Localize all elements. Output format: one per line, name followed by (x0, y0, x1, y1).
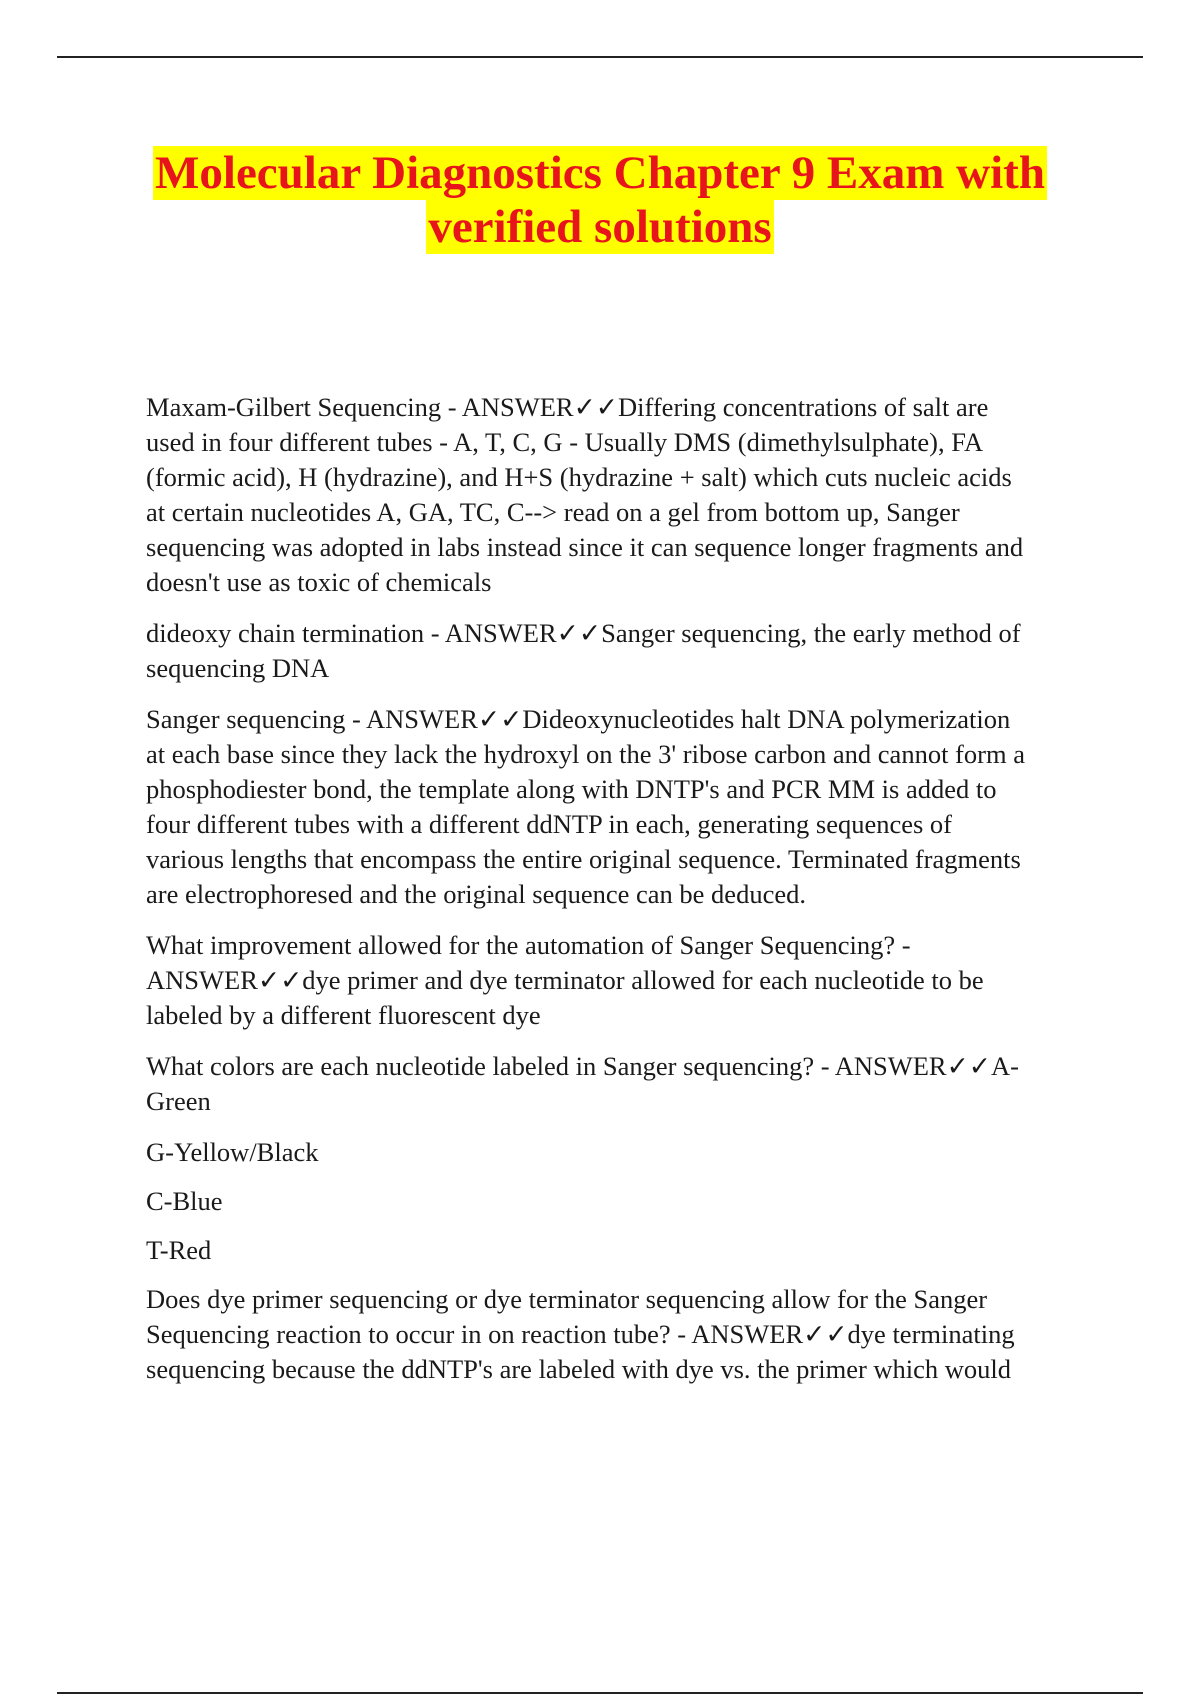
bottom-rule (57, 1692, 1143, 1694)
text-line: at each base since they lack the hydroxyl on the 3' ribose carbon and cannot form a (146, 739, 1025, 769)
text-line: C-Blue (146, 1186, 223, 1216)
text-line: Green (146, 1086, 211, 1116)
text-line: sequencing was adopted in labs instead since it can sequence longer fragments and (146, 532, 1024, 562)
text-line: sequencing because the ddNTP's are labeled with dye vs. the primer which would (146, 1354, 1012, 1384)
title-line-2: verified solutions (428, 201, 772, 253)
title-line-1: Molecular Diagnostics Chapter 9 Exam with (155, 147, 1045, 199)
text-line: are electrophoresed and the original sequence can be deduced. (146, 879, 806, 909)
qa-entry-colors (146, 1049, 1086, 1119)
text-line: doesn't use as toxic of chemicals (146, 567, 492, 597)
text-line: used in four different tubes - A, T, C, G - Usually DMS (dimethylsulphate), FA (146, 427, 984, 457)
text-line: G-Yellow/Black (146, 1137, 319, 1167)
text-line: Sequencing reaction to occur in on reaction tube? - ANSWER✓✓dye terminating (146, 1319, 1015, 1349)
text-line: What colors are each nucleotide labeled in Sanger sequencing? - ANSWER✓✓A- (146, 1051, 1019, 1081)
page-title (60, 146, 1140, 254)
text-line: ANSWER✓✓dye primer and dye terminator allowed for each nucleotide to be (146, 965, 984, 995)
text-line: T-Red (146, 1235, 212, 1265)
qa-entry-maxam-gilbert (146, 390, 1086, 600)
text-line: sequencing DNA (146, 653, 330, 683)
text-line: at certain nucleotides A, GA, TC, C--> read on a gel from bottom up, Sanger (146, 497, 960, 527)
text-line: labeled by a different fluorescent dye (146, 1000, 541, 1030)
text-line: dideoxy chain termination - ANSWER✓✓Sanger sequencing, the early method of (146, 618, 1021, 648)
color-entry-t (146, 1233, 1086, 1268)
text-line: Maxam-Gilbert Sequencing - ANSWER✓✓Differing concentrations of salt are (146, 392, 989, 422)
text-line: phosphodiester bond, the template along with DNTP's and PCR MM is added to (146, 774, 997, 804)
qa-entry-dideoxy (146, 616, 1086, 686)
color-entry-g (146, 1135, 1086, 1170)
qa-entry-sanger (146, 702, 1086, 912)
text-line: four different tubes with a different ddNTP in each, generating sequences of (146, 809, 953, 839)
qa-entry-automation (146, 928, 1086, 1033)
text-line: Does dye primer sequencing or dye terminator sequencing allow for the Sanger (146, 1284, 988, 1314)
text-line: Sanger sequencing - ANSWER✓✓Dideoxynucleotides halt DNA polymerization (146, 704, 1011, 734)
top-rule (57, 56, 1143, 58)
text-line: various lengths that encompass the entire original sequence. Terminated fragments (146, 844, 1021, 874)
qa-entry-dye-primer (146, 1282, 1086, 1387)
text-line: What improvement allowed for the automation of Sanger Sequencing? - (146, 930, 911, 960)
qa-list (146, 390, 1086, 1403)
color-entry-c (146, 1184, 1086, 1219)
text-line: (formic acid), H (hydrazine), and H+S (hydrazine + salt) which cuts nucleic acids (146, 462, 1012, 492)
